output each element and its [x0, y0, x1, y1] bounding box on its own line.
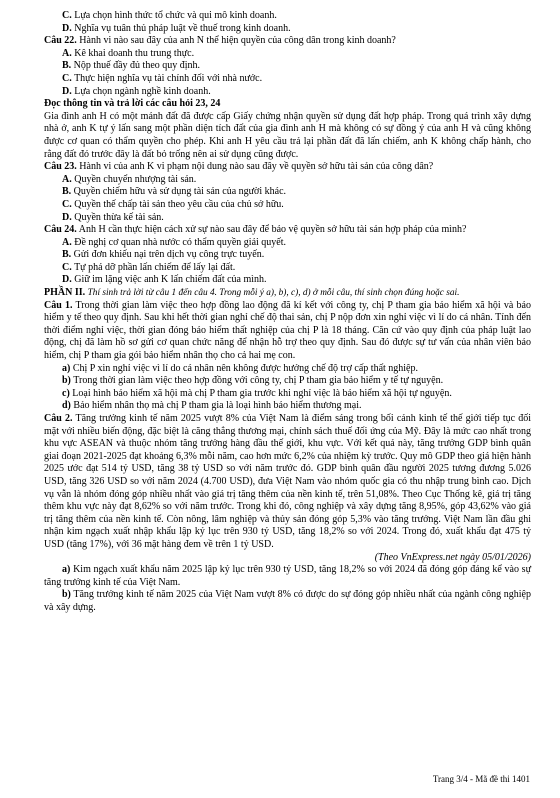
- q24-option-b: [44, 249, 531, 262]
- part2-header: [44, 287, 531, 300]
- question-passage: Trong thời gian làm việc theo hợp đồng lao động đã kí kết với công ty, chị P tham gia bảo hiểm xã hội và bảo hiểm y tế theo quy định. Sau khi hết thời gian nghỉ chế độ thai sản, chị P nộp đơn xin nghỉ việc vì lí do cá nhân. Tính đến thời điểm nghỉ việc, thời gian đóng bảo hiểm thất nghiệp của chị P là 18 tháng. Căn cứ vào quy định của pháp luật lao động, chị đã làm hồ sơ gửi cơ quan chức năng để nhận hỗ trợ theo quy định. Sau đó được sự tư vấn của nhân viên bảo hiểm, chị P tham gia gói bảo hiểm nhân thọ cho cả hai mẹ con.: [44, 299, 531, 362]
- option-text: Quyền thế chấp tài sản theo yêu cầu của chủ sở hữu.: [74, 198, 284, 210]
- question-text: Hành vi nào sau đây của anh N thể hiện quyền của công dân trong kinh doanh?: [79, 35, 396, 47]
- part-label: PHẦN II.: [44, 287, 86, 299]
- c2-statement-a: [44, 564, 531, 589]
- c1-statement-a: [44, 363, 531, 376]
- q23-option-a: [44, 174, 531, 187]
- statement-text: Bảo hiểm nhân thọ mà chị P tham gia là loại hình bảo hiểm thương mại.: [73, 400, 362, 412]
- q21-option-c: [44, 10, 531, 23]
- option-letter: C.: [62, 10, 72, 21]
- statement-text: Kim ngạch xuất khẩu năm 2025 lập kỷ lục trên 930 tỷ USD, tăng 18,2% so với 2024 đã đóng góp đáng kể vào sự tăng trưởng kinh tế của Việt Nam.: [44, 564, 531, 588]
- option-text: Thực hiện nghĩa vụ tài chính đối với nhà nước.: [74, 72, 263, 84]
- statement-letter: b): [62, 375, 71, 387]
- option-text: Nộp thuế đầy đủ theo quy định.: [73, 60, 201, 72]
- option-letter: B.: [62, 249, 72, 261]
- option-letter: A.: [62, 47, 72, 59]
- statement-text: Trong thời gian làm việc theo hợp đồng với công ty, chị P tham gia bảo hiểm y tế tự nguyện.: [73, 375, 444, 387]
- statement-letter: a): [62, 362, 71, 374]
- q22-option-a: [44, 48, 531, 61]
- option-text: Quyền chuyển nhượng tài sản.: [74, 173, 197, 185]
- q22-option-d: [44, 86, 531, 99]
- c1-stem: [44, 300, 531, 363]
- reading-heading: [44, 98, 531, 111]
- option-letter: D.: [62, 274, 72, 286]
- question-label: Câu 24.: [44, 224, 77, 236]
- option-text: Đề nghị cơ quan nhà nước có thẩm quyền giải quyết.: [74, 236, 287, 248]
- option-text: Quyền thừa kế tài sản.: [74, 211, 164, 223]
- option-letter: C.: [62, 198, 72, 210]
- q22-option-c: [44, 73, 531, 86]
- q21-option-d: [44, 23, 531, 36]
- option-letter: D.: [62, 22, 72, 34]
- option-letter: B.: [62, 60, 72, 72]
- option-letter: D.: [62, 211, 72, 223]
- c2-statement-b: [44, 589, 531, 614]
- source-citation: (Theo VnExpress.net ngày 05/01/2026): [374, 551, 531, 563]
- question-text: Anh H cần thực hiện cách xử sự nào sau đây để bảo vệ quyền sở hữu tài sản hợp pháp của mình?: [78, 224, 467, 236]
- q23-option-b: [44, 186, 531, 199]
- option-text: Nghĩa vụ tuân thủ pháp luật về thuế trong kinh doanh.: [74, 22, 291, 34]
- option-text: Lựa chọn hình thức tổ chức và qui mô kinh doanh.: [74, 10, 277, 21]
- question-label: Câu 22.: [44, 35, 77, 47]
- statement-text: Chị P xin nghỉ việc vì lí do cá nhân nên không được hưởng chế độ trợ cấp thất nghiệp.: [72, 362, 418, 374]
- reading-passage: Gia đình anh H có một mảnh đất đã được cấp Giấy chứng nhận quyền sử dụng đất hợp pháp. Trong quá trình xây dựng nhà ở, anh K tự ý lấn sang một phần diện tích đất của gia đình anh H mà không có sự đồng ý của anh H và cũng không được cơ quan có thẩm quyền cho phép. Khi anh H yêu cầu trả lại phần đất đã lấn chiếm, anh K không chấp hành, cho rằng đất đó trước đây là đất bỏ trống nên ai sử dụng cũng được.: [44, 110, 531, 160]
- c1-statement-b: [44, 375, 531, 388]
- option-text: Giữ im lặng việc anh K lấn chiếm đất của mình.: [74, 274, 267, 286]
- option-text: Gửi đơn khiếu nại trên dịch vụ công trực tuyến.: [73, 249, 265, 261]
- option-letter: D.: [62, 85, 72, 97]
- question-passage: Tăng trưởng kinh tế năm 2025 vượt 8% của Việt Nam là điểm sáng trong bối cảnh kinh tế thế giới tiếp tục đối mặt với nhiều biến động, đặc biệt là căng thẳng thương mại, chính sách thuế đối ứng của Mỹ. Đây là mức cao nhất trong khu vực ASEAN và thuộc nhóm tăng trưởng hàng đầu thế giới, khu vực. Với kết quả này, tăng trưởng GDP bình quân giai đoạn 2021-2025 đạt khoảng 6,3% mỗi năm, cao hơn mức 6,2% của nhiệm kỳ trước. Quy mô GDP theo giá hiện hành 2025 ước đạt 514 tỷ USD, tăng 38 tỷ USD so với năm trước đó. GDP bình quân đầu người 2025 tương đương 5.026 USD, tăng 326 USD so với năm 2024 (4.700 USD), đưa Việt Nam vào nhóm quốc gia có thu nhập trung bình cao. Dịch vụ vẫn là nhóm đóng góp nhiều nhất vào giá trị tăng thêm của nền kinh tế, trên 51,08%. Theo Cục Thống kê, giá trị tăng thêm khu vực này đạt 8,62% so với năm trước. Trong khi đó, công nghiệp và xây dựng tăng 8,95%, góp 43,62% vào giá trị tăng thêm của nền kinh tế. Còn nông, lâm nghiệp và thủy sản đóng góp 5,3% vào tăng trưởng. Việt Nam lần đầu ghi nhận kim ngạch xuất nhập khẩu lập kỷ lục trên 930 tỷ USD, tăng 18,2% so với 2024. Trong đó, xuất khẩu đạt 475 tỷ USD (tăng 17%), với 36 mặt hàng đem về trên 1 tỷ USD.: [44, 413, 531, 550]
- c1-statement-d: [44, 400, 531, 413]
- question-label: Câu 2.: [44, 413, 73, 424]
- statement-letter: d): [62, 400, 71, 412]
- statement-text: Loại hình bảo hiểm xã hội mà chị P tham gia trước khi nghỉ việc là bảo hiểm xã hội tự nguyện.: [72, 387, 452, 399]
- option-letter: C.: [62, 261, 72, 273]
- option-text: Tự phá dỡ phần lấn chiếm để lấy lại đất.: [74, 261, 236, 273]
- question-label: Câu 1.: [44, 299, 73, 311]
- option-letter: C.: [62, 72, 72, 84]
- statement-text: Tăng trưởng kinh tế năm 2025 của Việt Nam vượt 8% có được do sự đóng góp nhiều nhất của ngành công nghiệp và xây dựng.: [44, 589, 531, 613]
- q23-option-d: [44, 212, 531, 225]
- q24-option-d: [44, 274, 531, 287]
- q24-option-c: [44, 262, 531, 275]
- statement-letter: b): [62, 589, 71, 601]
- q23-stem: [44, 161, 531, 174]
- option-text: Quyền chiếm hữu và sử dụng tài sản của người khác.: [73, 186, 287, 198]
- q24-stem: [44, 224, 531, 237]
- option-text: Lựa chọn ngành nghề kinh doanh.: [74, 85, 211, 97]
- option-letter: B.: [62, 186, 72, 198]
- option-letter: A.: [62, 173, 72, 185]
- part-instruction: Thí sinh trả lời từ câu 1 đến câu 4. Trong mỗi ý a), b), c), d) ở mỗi câu, thí sinh chọn đúng hoặc sai.: [87, 288, 460, 299]
- statement-letter: a): [62, 564, 71, 576]
- option-text: Kê khai doanh thu trung thực.: [74, 47, 195, 59]
- q24-option-a: [44, 237, 531, 250]
- question-label: Câu 23.: [44, 161, 77, 173]
- reading-heading-text: Đọc thông tin và trả lời các câu hỏi 23, 24: [44, 98, 221, 110]
- c1-statement-c: [44, 388, 531, 401]
- page-footer: Trang 3/4 - Mã đề thi 1401: [432, 774, 530, 784]
- c2-stem: [44, 413, 531, 552]
- statement-letter: c): [62, 387, 70, 399]
- q23-option-c: [44, 199, 531, 212]
- exam-page: [44, 10, 531, 615]
- q22-option-b: [44, 60, 531, 73]
- q22-stem: [44, 35, 531, 48]
- question-text: Hành vi của anh K vi phạm nội dung nào sau đây về quyền sở hữu tài sản của công dân?: [79, 161, 434, 173]
- option-letter: A.: [62, 236, 72, 248]
